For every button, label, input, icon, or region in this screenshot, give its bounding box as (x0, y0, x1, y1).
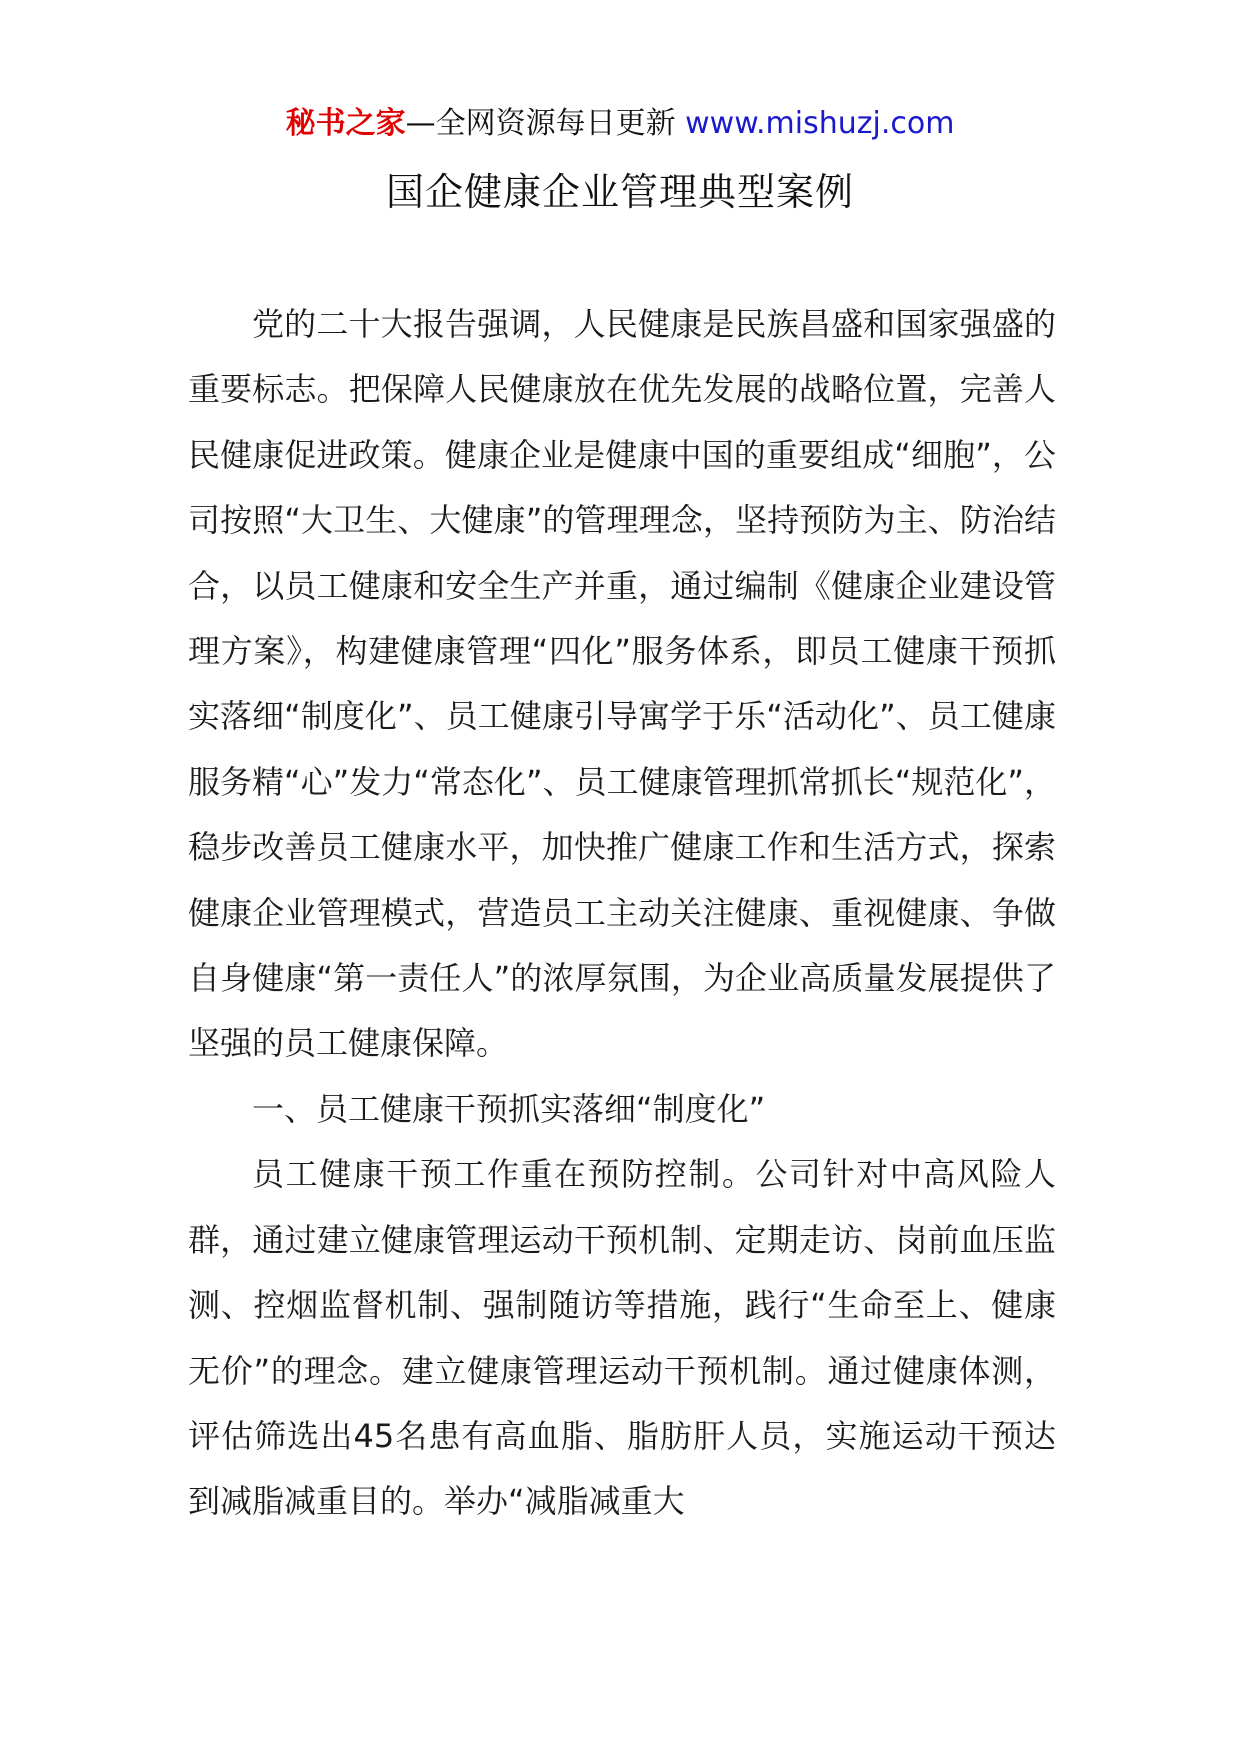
document-body (188, 292, 1056, 1535)
section-heading-1: 一、员工健康干预抓实落细“制度化” (252, 1089, 766, 1128)
document-title: 国企健康企业管理典型案例 (385, 170, 854, 214)
paragraph-intro: 党的二十大报告强调，人民健康是民族昌盛和国家强盛的重要标志。把保障人民健康放在优先发展的战略位置，完善人民健康促进政策。健康企业是健康中国的重要组成“细胞”，公司按照“大卫生、大健康”的管理理念，坚持预防为主、防治结合，以员工健康和安全生产并重，通过编制《健康企业建设管理方案》，构建健康管理“四化”服务体系，即员工健康干预抓实落细“制度化”、员工健康引导寓学于乐“活动化”、员工健康服务精“心”发力“常态化”、员工健康管理抓常抓长“规范化”，稳步改善员工健康水平，加快推广健康工作和生活方式，探索健康企业管理模式，营造员工主动关注健康、重视健康、争做自身健康“第一责任人”的浓厚氛围，为企业高质量发展提供了坚强的员工健康保障。 (188, 305, 1056, 1063)
brand-name: 秘书之家 (285, 106, 406, 141)
header-tagline: —全网资源每日更新 (405, 106, 686, 141)
site-header (0, 102, 1240, 146)
paragraph-section-1: 员工健康干预工作重在预防控制。公司针对中高风险人群，通过建立健康管理运动干预机制、定期走访、岗前血压监测、控烟监督机制、强制随访等措施，践行“生命至上、健康无价”的理念。建立健康管理运动干预机制。通过健康体测，评估筛选出45名患有高血脂、脂肪肝人员，实施运动干预达到减脂减重目的。举办“减脂减重大 (188, 1155, 1056, 1521)
site-url-link[interactable]: www.mishuzj.com (685, 106, 955, 141)
